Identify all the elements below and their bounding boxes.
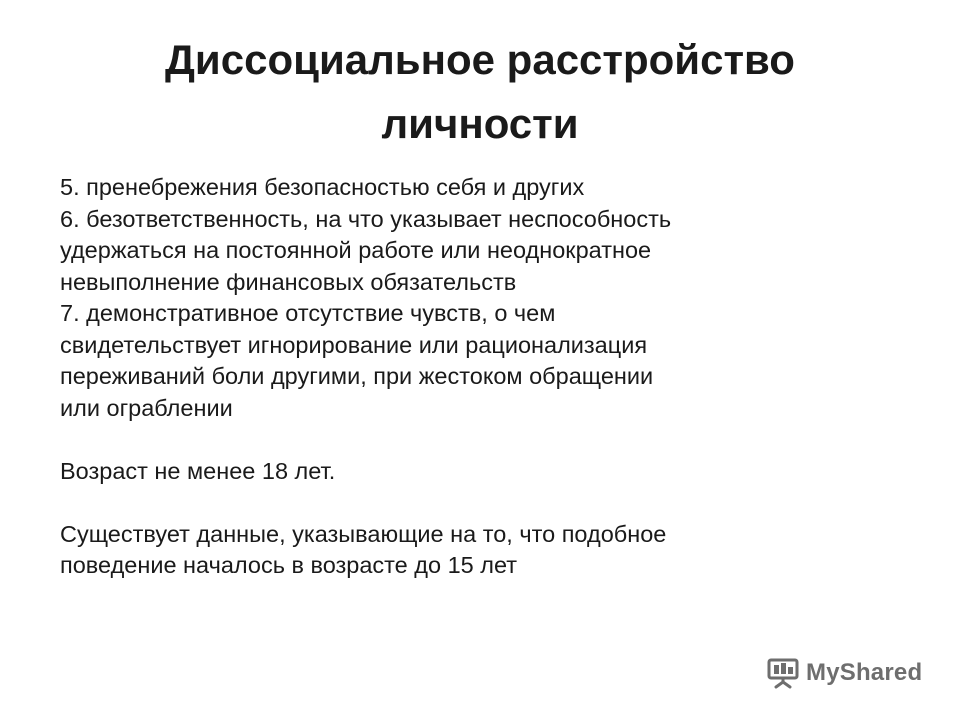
body-line: свидетельствует игнорирование или рационализация (60, 331, 648, 358)
body-line: 5. пренебрежения безопасностью себя и других (60, 174, 585, 200)
body-line: или ограблении (60, 394, 233, 421)
title-line-2: личности (381, 100, 579, 147)
body-line: переживаний боли другими, при жестоком обращении (60, 363, 654, 389)
body-line: 7. демонстративное отсутствие чувств, о чем (60, 300, 556, 326)
body-line: удержаться на постоянной работе или неоднократное (60, 237, 652, 263)
body-line: невыполнение финансовых обязательств (60, 268, 517, 295)
paragraph-gap (60, 424, 880, 456)
watermark-text: MyShared (806, 659, 923, 686)
title-line-1: Диссоциальное расстройство (165, 36, 795, 83)
body-line: Возраст не менее 18 лет. (60, 457, 336, 484)
projector-screen-icon (766, 656, 800, 690)
body-line: 6. безответственность, на что указывает неспособность (60, 205, 672, 232)
paragraph-gap (60, 487, 880, 519)
body-line: Существует данные, указывающие на то, что подобное (60, 520, 667, 547)
slide-title (80, 28, 880, 156)
slide-body (60, 172, 880, 582)
myshared-watermark (766, 655, 922, 691)
body-line: поведение началось в возрасте до 15 лет (60, 552, 518, 578)
